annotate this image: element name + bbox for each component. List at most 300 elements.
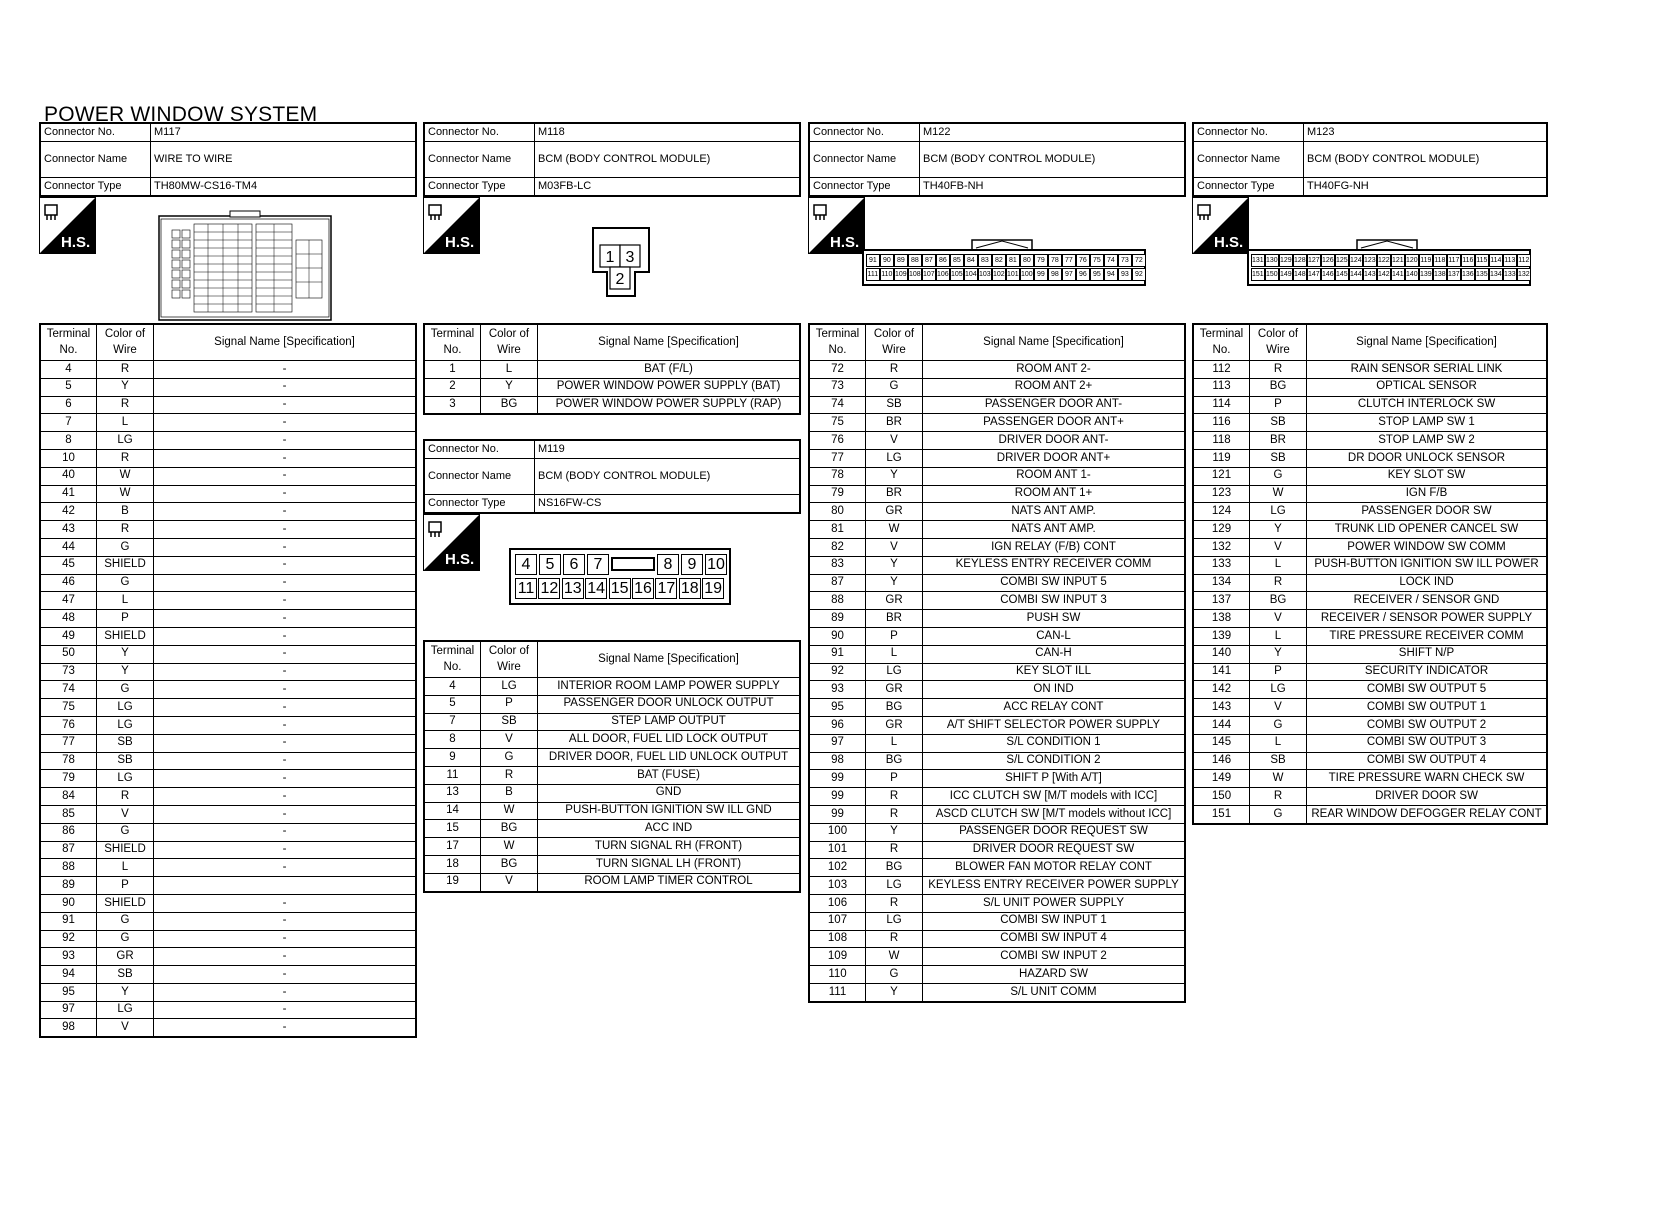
table-row	[809, 912, 1185, 930]
table-row	[40, 823, 416, 841]
terminal-no-cell: 137	[1193, 592, 1250, 610]
signal-name-cell: COMBI SW OUTPUT 2	[1307, 716, 1548, 734]
label-connector-no: Connector No.	[424, 123, 535, 142]
wire-color-cell: GR	[866, 681, 923, 699]
table-row	[40, 734, 416, 752]
terminal-no-cell: 75	[40, 699, 97, 717]
terminal-no-cell: 19	[424, 873, 481, 891]
hs-label: H.S.	[445, 234, 475, 251]
wire-color-cell: R	[1250, 574, 1307, 592]
terminal-no-cell: 5	[40, 378, 97, 396]
table-row	[40, 627, 416, 645]
harness-side-icon	[1192, 197, 1249, 254]
signal-name-cell: -	[154, 966, 417, 984]
table-row	[1193, 378, 1547, 396]
signal-name-cell: -	[154, 521, 417, 539]
wire-color-cell: P	[1250, 396, 1307, 414]
terminal-no-cell: 98	[809, 752, 866, 770]
connector-pin: 150	[1265, 268, 1279, 281]
wire-color-cell: G	[97, 574, 154, 592]
signal-name-cell: -	[154, 681, 417, 699]
connector-pin: 119	[1419, 254, 1433, 267]
table-row	[424, 820, 800, 838]
terminal-no-cell: 129	[1193, 521, 1250, 539]
wire-color-cell: BG	[1250, 378, 1307, 396]
terminal-no-cell: 75	[809, 414, 866, 432]
terminal-no-cell: 99	[809, 788, 866, 806]
connector-pin: 94	[1104, 268, 1118, 281]
wire-color-cell: V	[1250, 538, 1307, 556]
signal-name-cell: BLOWER FAN MOTOR RELAY CONT	[923, 859, 1186, 877]
connector-pin: 140	[1405, 268, 1419, 281]
table-row	[809, 538, 1185, 556]
connector-pin: 76	[1076, 254, 1090, 267]
wire-color-cell: G	[97, 930, 154, 948]
signal-name-cell	[154, 877, 417, 895]
signal-name-cell: CLUTCH INTERLOCK SW	[1307, 396, 1548, 414]
table-row	[1193, 663, 1547, 681]
wire-color-cell: L	[866, 645, 923, 663]
wire-color-cell: W	[481, 802, 538, 820]
wire-color-cell: BG	[481, 855, 538, 873]
terminal-no-cell: 15	[424, 820, 481, 838]
connector-pin: 7	[587, 554, 609, 575]
signal-name-cell: ALL DOOR, FUEL LID LOCK OUTPUT	[538, 731, 801, 749]
signal-name-cell: -	[154, 378, 417, 396]
table-row	[40, 983, 416, 1001]
signal-name-cell: PASSENGER DOOR REQUEST SW	[923, 823, 1186, 841]
connector-pin: 107	[922, 268, 936, 281]
table-row	[424, 731, 800, 749]
signal-name-cell: ON IND	[923, 681, 1186, 699]
label-connector-no: Connector No.	[424, 440, 535, 459]
wire-color-cell: L	[866, 734, 923, 752]
table-row	[1193, 467, 1547, 485]
connector-pin: 121	[1391, 254, 1405, 267]
signal-name-cell: TURN SIGNAL LH (FRONT)	[538, 855, 801, 873]
signal-name-cell: CAN-H	[923, 645, 1186, 663]
terminal-no-cell: 87	[40, 841, 97, 859]
connector-pin: 96	[1076, 268, 1090, 281]
table-row	[809, 930, 1185, 948]
wire-color-cell: L	[1250, 734, 1307, 752]
connector-pin: 9	[681, 554, 703, 575]
table-row	[424, 749, 800, 767]
table-row	[1193, 592, 1547, 610]
connector-pin: 95	[1090, 268, 1104, 281]
table-row	[1193, 361, 1547, 379]
connector-pin: 127	[1307, 254, 1321, 267]
terminal-no-cell: 41	[40, 485, 97, 503]
label-connector-type: Connector Type	[40, 178, 151, 197]
pin-table-m122	[808, 323, 1186, 1003]
wire-color-cell: LG	[866, 877, 923, 895]
connector-pin: 6	[563, 554, 585, 575]
signal-name-cell: -	[154, 396, 417, 414]
table-row	[809, 948, 1185, 966]
terminal-no-cell: 143	[1193, 699, 1250, 717]
connector-pin: 110	[880, 268, 894, 281]
pin-table-m123	[1192, 323, 1548, 825]
signal-name-cell: BAT (F/L)	[538, 361, 801, 379]
wire-color-cell: Y	[866, 467, 923, 485]
terminal-no-cell: 87	[809, 574, 866, 592]
connector-block-m119	[423, 439, 801, 524]
wire-color-cell: W	[866, 948, 923, 966]
signal-name-cell: DRIVER DOOR SW	[1307, 788, 1548, 806]
wire-color-cell: V	[97, 1019, 154, 1037]
terminal-no-cell: 141	[1193, 663, 1250, 681]
signal-name-cell: BAT (FUSE)	[538, 766, 801, 784]
signal-name-cell: PASSENGER DOOR UNLOCK OUTPUT	[538, 695, 801, 713]
label-connector-type: Connector Type	[1193, 178, 1304, 197]
signal-name-cell: -	[154, 592, 417, 610]
signal-name-cell: POWER WINDOW POWER SUPPLY (RAP)	[538, 396, 801, 414]
connector-pin: 151	[1251, 268, 1265, 281]
connector-face-m117	[158, 210, 332, 326]
table-row	[40, 396, 416, 414]
connector-pin: 105	[950, 268, 964, 281]
terminal-no-cell: 83	[809, 556, 866, 574]
terminal-no-cell: 81	[809, 521, 866, 539]
connector-pin: 138	[1433, 268, 1447, 281]
signal-name-cell: STEP LAMP OUTPUT	[538, 713, 801, 731]
signal-name-cell: -	[154, 503, 417, 521]
wire-color-cell: W	[866, 521, 923, 539]
terminal-no-cell: 123	[1193, 485, 1250, 503]
terminal-no-cell: 1	[424, 361, 481, 379]
terminal-no-cell: 113	[1193, 378, 1250, 396]
connector-pin: 12	[538, 578, 560, 599]
wire-color-cell: LG	[97, 770, 154, 788]
terminal-no-cell: 3	[424, 396, 481, 414]
col-terminal-no: Terminal No.	[1193, 324, 1250, 361]
table-row	[1193, 805, 1547, 823]
col-signal-name: Signal Name [Specification]	[923, 324, 1186, 361]
signal-name-cell: RECEIVER / SENSOR GND	[1307, 592, 1548, 610]
wire-color-cell: BG	[1250, 592, 1307, 610]
signal-name-cell: KEYLESS ENTRY RECEIVER COMM	[923, 556, 1186, 574]
signal-name-cell: HAZARD SW	[923, 966, 1186, 984]
connector-pin: 8	[657, 554, 679, 575]
terminal-no-cell: 151	[1193, 805, 1250, 823]
signal-name-cell: STOP LAMP SW 1	[1307, 414, 1548, 432]
wire-color-cell: Y	[866, 983, 923, 1001]
signal-name-cell: ROOM LAMP TIMER CONTROL	[538, 873, 801, 891]
wire-color-cell: B	[481, 784, 538, 802]
terminal-no-cell: 73	[40, 663, 97, 681]
signal-name-cell: COMBI SW OUTPUT 5	[1307, 681, 1548, 699]
col-signal-name: Signal Name [Specification]	[1307, 324, 1548, 361]
table-row	[424, 838, 800, 856]
wire-color-cell: G	[1250, 716, 1307, 734]
wire-color-cell: V	[866, 538, 923, 556]
terminal-no-cell: 108	[809, 930, 866, 948]
wire-color-cell: SB	[1250, 414, 1307, 432]
label-connector-no: Connector No.	[809, 123, 920, 142]
signal-name-cell: DRIVER DOOR REQUEST SW	[923, 841, 1186, 859]
signal-name-cell: DRIVER DOOR ANT+	[923, 449, 1186, 467]
hs-label: H.S.	[830, 234, 860, 251]
signal-name-cell: COMBI SW OUTPUT 4	[1307, 752, 1548, 770]
connector-pin: 16	[632, 578, 654, 599]
signal-name-cell: COMBI SW INPUT 4	[923, 930, 1186, 948]
table-row	[424, 361, 800, 379]
signal-name-cell: -	[154, 841, 417, 859]
table-row	[40, 503, 416, 521]
table-row	[40, 610, 416, 628]
signal-name-cell: DRIVER DOOR, FUEL LID UNLOCK OUTPUT	[538, 749, 801, 767]
connector-pin: 99	[1034, 268, 1048, 281]
signal-name-cell: COMBI SW INPUT 2	[923, 948, 1186, 966]
label-connector-no: Connector No.	[1193, 123, 1304, 142]
wire-color-cell: R	[866, 894, 923, 912]
table-row	[809, 752, 1185, 770]
wire-color-cell: BG	[866, 859, 923, 877]
connector-pin: 115	[1475, 254, 1489, 267]
signal-name-cell: PUSH SW	[923, 610, 1186, 628]
table-row	[424, 873, 800, 891]
terminal-no-cell: 142	[1193, 681, 1250, 699]
connector-pin: 10	[705, 554, 727, 575]
terminal-no-cell: 145	[1193, 734, 1250, 752]
table-row	[809, 841, 1185, 859]
signal-name-cell: COMBI SW OUTPUT 3	[1307, 734, 1548, 752]
terminal-no-cell: 91	[40, 912, 97, 930]
signal-name-cell: ROOM ANT 1-	[923, 467, 1186, 485]
wire-color-cell: BR	[866, 610, 923, 628]
terminal-no-cell: 90	[809, 627, 866, 645]
connector-pin: 129	[1279, 254, 1293, 267]
harness-side-icon	[423, 197, 480, 254]
table-row	[809, 449, 1185, 467]
terminal-no-cell: 118	[1193, 432, 1250, 450]
hs-label: H.S.	[1214, 234, 1244, 251]
connector-pin: 104	[964, 268, 978, 281]
connector-pin: 81	[1006, 254, 1020, 267]
connector-name-value: BCM (BODY CONTROL MODULE)	[535, 142, 801, 178]
wire-color-cell: R	[97, 521, 154, 539]
signal-name-cell: CAN-L	[923, 627, 1186, 645]
col-terminal-no: Terminal No.	[40, 324, 97, 361]
table-row	[424, 784, 800, 802]
table-row	[40, 930, 416, 948]
signal-name-cell: KEY SLOT SW	[1307, 467, 1548, 485]
table-row	[40, 681, 416, 699]
terminal-no-cell: 95	[40, 983, 97, 1001]
terminal-no-cell: 97	[809, 734, 866, 752]
wire-color-cell: V	[481, 731, 538, 749]
connector-pin: 117	[1447, 254, 1461, 267]
wire-color-cell: V	[866, 432, 923, 450]
connector-pin: 82	[992, 254, 1006, 267]
table-row	[40, 663, 416, 681]
table-row	[809, 592, 1185, 610]
table-row	[1193, 645, 1547, 663]
wire-color-cell: SB	[1250, 449, 1307, 467]
wire-color-cell: G	[97, 538, 154, 556]
wire-color-cell: P	[1250, 663, 1307, 681]
wire-color-cell: R	[866, 930, 923, 948]
harness-side-icon	[808, 197, 865, 254]
signal-name-cell: POWER WINDOW SW COMM	[1307, 538, 1548, 556]
wire-color-cell: Y	[481, 378, 538, 396]
wire-color-cell: BR	[866, 414, 923, 432]
wire-color-cell: R	[1250, 361, 1307, 379]
wire-color-cell: GR	[866, 716, 923, 734]
terminal-no-cell: 91	[809, 645, 866, 663]
signal-name-cell: INTERIOR ROOM LAMP POWER SUPPLY	[538, 678, 801, 696]
signal-name-cell: S/L CONDITION 2	[923, 752, 1186, 770]
label-connector-name: Connector Name	[424, 459, 535, 495]
connector-pin: 17	[655, 578, 677, 599]
signal-name-cell: COMBI SW OUTPUT 1	[1307, 699, 1548, 717]
signal-name-cell: REAR WINDOW DEFOGGER RELAY CONT	[1307, 805, 1548, 823]
table-row	[40, 894, 416, 912]
connector-pin: 132	[1517, 268, 1531, 281]
connector-type-value: NS16FW-CS	[535, 495, 801, 514]
wire-color-cell: L	[97, 414, 154, 432]
connector-pin: 88	[908, 254, 922, 267]
connector-pin: 4	[515, 554, 537, 575]
pin-table-block-m123	[1192, 323, 1548, 825]
wire-color-cell: R	[97, 361, 154, 379]
table-row	[809, 503, 1185, 521]
table-row	[1193, 681, 1547, 699]
terminal-no-cell: 97	[40, 1001, 97, 1019]
terminal-no-cell: 17	[424, 838, 481, 856]
wire-color-cell: G	[97, 681, 154, 699]
wire-color-cell: GR	[866, 503, 923, 521]
wire-color-cell: Y	[97, 378, 154, 396]
connector-pin: 97	[1062, 268, 1076, 281]
signal-name-cell: PASSENGER DOOR ANT+	[923, 414, 1186, 432]
terminal-no-cell: 90	[40, 894, 97, 912]
terminal-no-cell: 138	[1193, 610, 1250, 628]
table-row	[1193, 503, 1547, 521]
connector-pin: 125	[1335, 254, 1349, 267]
signal-name-cell: S/L UNIT POWER SUPPLY	[923, 894, 1186, 912]
connector-pin: 109	[894, 268, 908, 281]
terminal-no-cell: 111	[809, 983, 866, 1001]
table-row	[809, 859, 1185, 877]
connector-header-m119	[423, 439, 801, 514]
connector-pin: 18	[679, 578, 701, 599]
signal-name-cell: -	[154, 574, 417, 592]
connector-pin: 137	[1447, 268, 1461, 281]
connector-pin: 83	[978, 254, 992, 267]
signal-name-cell: -	[154, 449, 417, 467]
signal-name-cell: -	[154, 948, 417, 966]
signal-name-cell: ASCD CLUTCH SW [M/T models without ICC]	[923, 805, 1186, 823]
connector-pin: 11	[515, 578, 537, 599]
terminal-no-cell: 85	[40, 805, 97, 823]
table-row	[40, 859, 416, 877]
label-connector-type: Connector Type	[424, 495, 535, 514]
wire-color-cell: LG	[97, 432, 154, 450]
table-row	[40, 877, 416, 895]
table-row	[424, 378, 800, 396]
signal-name-cell: -	[154, 538, 417, 556]
connector-pin: 112	[1517, 254, 1531, 267]
wire-color-cell: L	[1250, 627, 1307, 645]
col-color-of-wire: Color of Wire	[1250, 324, 1307, 361]
wire-color-cell: G	[866, 378, 923, 396]
signal-name-cell: -	[154, 859, 417, 877]
wire-color-cell: BG	[481, 396, 538, 414]
terminal-no-cell: 102	[809, 859, 866, 877]
wire-color-cell: R	[866, 805, 923, 823]
signal-name-cell: IGN RELAY (F/B) CONT	[923, 538, 1186, 556]
terminal-no-cell: 78	[40, 752, 97, 770]
signal-name-cell: -	[154, 414, 417, 432]
signal-name-cell: IGN F/B	[1307, 485, 1548, 503]
terminal-no-cell: 77	[809, 449, 866, 467]
connector-pin: 13	[562, 578, 584, 599]
table-row	[1193, 716, 1547, 734]
terminal-no-cell: 79	[40, 770, 97, 788]
terminal-no-cell: 40	[40, 467, 97, 485]
pin-table-block-m117	[39, 323, 417, 1038]
wire-color-cell: G	[1250, 467, 1307, 485]
table-row	[809, 894, 1185, 912]
table-row	[40, 378, 416, 396]
signal-name-cell: TRUNK LID OPENER CANCEL SW	[1307, 521, 1548, 539]
signal-name-cell: -	[154, 788, 417, 806]
terminal-no-cell: 7	[424, 713, 481, 731]
signal-name-cell: -	[154, 752, 417, 770]
signal-name-cell: ROOM ANT 2-	[923, 361, 1186, 379]
terminal-no-cell: 8	[40, 432, 97, 450]
connector-pin: 118	[1433, 254, 1447, 267]
connector-pin: 92	[1132, 268, 1146, 281]
wire-color-cell: G	[97, 823, 154, 841]
signal-name-cell: -	[154, 930, 417, 948]
terminal-no-cell: 18	[424, 855, 481, 873]
signal-name-cell: -	[154, 645, 417, 663]
table-row	[40, 467, 416, 485]
pin-label: 2	[615, 271, 625, 288]
signal-name-cell: POWER WINDOW POWER SUPPLY (BAT)	[538, 378, 801, 396]
signal-name-cell: ROOM ANT 1+	[923, 485, 1186, 503]
table-row	[809, 770, 1185, 788]
harness-side-icon	[39, 197, 96, 254]
wire-color-cell: P	[866, 627, 923, 645]
connector-pin: 86	[936, 254, 950, 267]
terminal-no-cell: 73	[809, 378, 866, 396]
label-connector-name: Connector Name	[809, 142, 920, 178]
wire-color-cell: B	[97, 503, 154, 521]
wire-color-cell: SB	[97, 734, 154, 752]
signal-name-cell: -	[154, 716, 417, 734]
connector-pin: 85	[950, 254, 964, 267]
terminal-no-cell: 150	[1193, 788, 1250, 806]
table-row	[809, 485, 1185, 503]
connector-pin: 146	[1321, 268, 1335, 281]
table-row	[809, 734, 1185, 752]
wire-color-cell: L	[481, 361, 538, 379]
wire-color-cell: W	[97, 467, 154, 485]
table-row	[40, 574, 416, 592]
table-row	[809, 414, 1185, 432]
wire-color-cell: GR	[97, 948, 154, 966]
table-row	[1193, 788, 1547, 806]
terminal-no-cell: 4	[424, 678, 481, 696]
terminal-no-cell: 10	[40, 449, 97, 467]
terminal-no-cell: 99	[809, 770, 866, 788]
terminal-no-cell: 50	[40, 645, 97, 663]
table-row	[40, 538, 416, 556]
